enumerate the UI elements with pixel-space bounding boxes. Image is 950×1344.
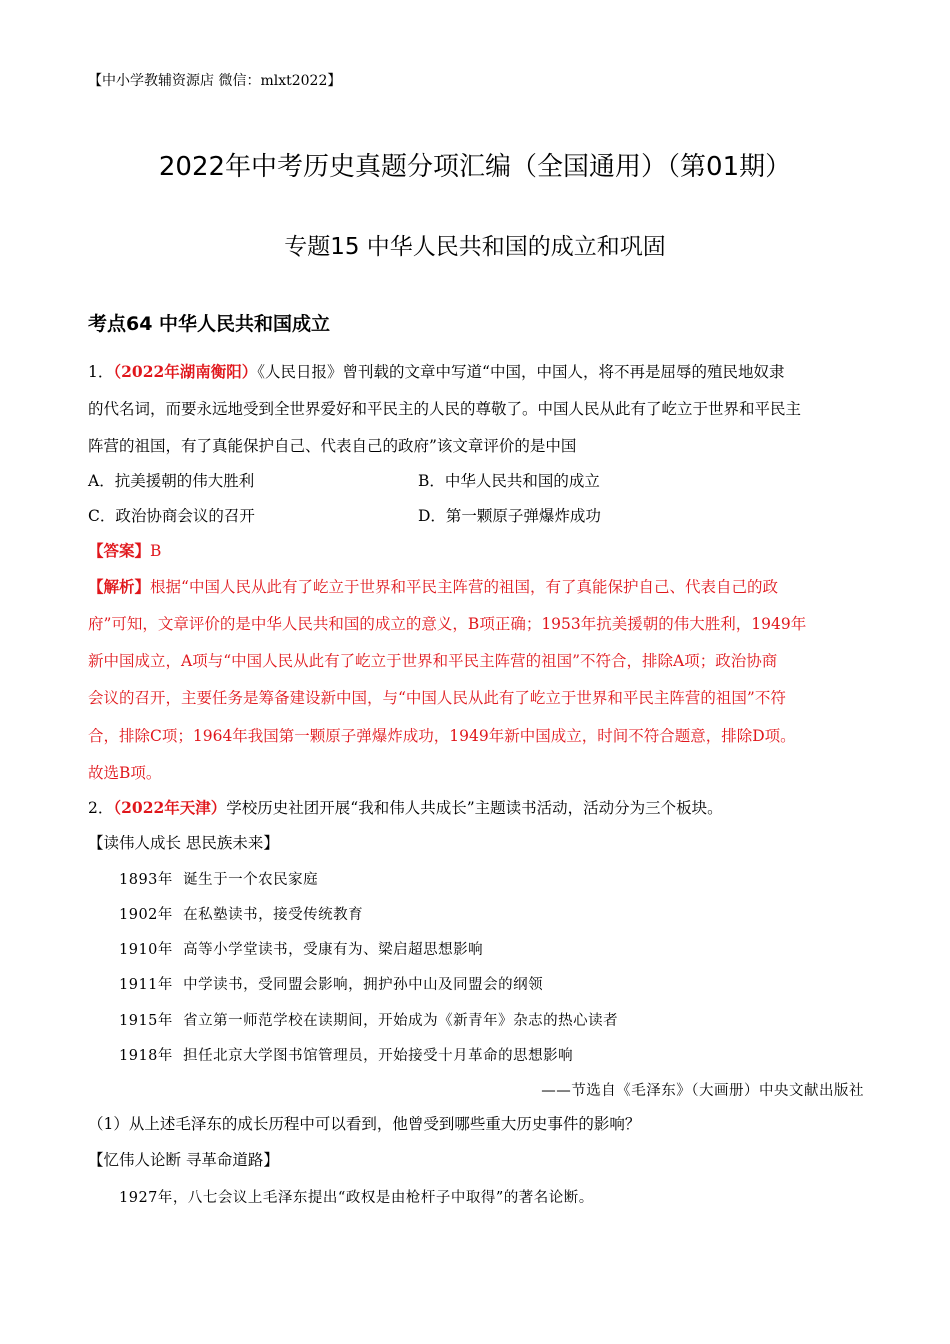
timeline-item — [119, 868, 318, 889]
timeline-item — [119, 1009, 618, 1030]
timeline-item — [119, 938, 483, 959]
q1-option-b: B．中华人民共和国的成立 — [418, 472, 600, 490]
analysis-label: 【解析】 — [88, 577, 151, 596]
topic-subtitle: 专题15 中华人民共和国的成立和巩固 — [284, 234, 666, 260]
q2-stem-text: 学校历史社团开展“我和伟人共成长”主题读书活动，活动分为三个板块。 — [226, 799, 723, 817]
timeline-text: 诞生于一个农民家庭 — [183, 872, 319, 888]
timeline-year: 1902年 — [119, 907, 173, 923]
timeline-year: 1918年 — [119, 1048, 173, 1064]
q2-quote — [119, 1186, 594, 1207]
q2-number: 2． — [88, 799, 114, 817]
q1-analysis-line6: 故选B项。 — [88, 764, 162, 782]
timeline-item — [119, 973, 543, 994]
q1-stem-line1 — [88, 362, 784, 382]
q1-option-c: C．政治协商会议的召开 — [88, 507, 255, 525]
timeline-text: 在私塾读书，接受传统教育 — [183, 907, 364, 923]
q1-number: 1． — [88, 363, 114, 381]
q1-stem-text1: 《人民日报》曾刊载的文章中写道“中国，中国人，将不再是屈辱的殖民地奴隶 — [257, 363, 785, 381]
timeline-text: 高等小学堂读书，受康有为、梁启超思想影响 — [183, 942, 484, 958]
source-note: ——节选自《毛泽东》（大画册）中央文献出版社 — [541, 1083, 864, 1099]
q1-stem-line3: 阵营的祖国，有了真能保护自己、代表自己的政府”该文章评价的是中国 — [88, 437, 577, 455]
answer-value: B — [150, 542, 162, 560]
q1-option-d: D．第一颗原子弹爆炸成功 — [418, 507, 601, 525]
q1-stem-line2: 的代名词，而要永远地受到全世界爱好和平民主的人民的尊敬了。中国人民从此有了屹立于世界和平民主 — [88, 400, 802, 418]
timeline-item — [119, 1044, 573, 1065]
q1-analysis-line5: 合，排除C项；1964年我国第一颗原子弹爆炸成功，1949年新中国成立，时间不符合题意，排除D项。 — [88, 727, 796, 745]
q2-source: （2022年天津） — [113, 798, 227, 817]
q2-section2-heading: 【忆伟人论断 寻革命道路】 — [88, 1151, 279, 1169]
page-title: 2022年中考历史真题分项汇编（全国通用）（第01期） — [158, 152, 792, 182]
document-header: 【中小学教辅资源店 微信：mlxt2022】 — [88, 73, 342, 89]
timeline-year: 1911年 — [119, 977, 173, 993]
timeline-item — [119, 903, 363, 924]
q2-section1-heading: 【读伟人成长 思民族未来】 — [88, 834, 279, 852]
q2-stem — [88, 798, 723, 818]
timeline-year: 1893年 — [119, 872, 173, 888]
q1-option-a: A．抗美援朝的伟大胜利 — [88, 472, 255, 490]
q1-analysis-line4: 会议的召开，主要任务是筹备建设新中国，与“中国人民从此有了屹立于世界和平民主阵营的祖国”不符 — [88, 689, 786, 707]
q1-analysis-line3: 新中国成立，A项与“中国人民从此有了屹立于世界和平民主阵营的祖国”不符合，排除A项；政治协商 — [88, 652, 778, 670]
quote-text: 八七会议上毛泽东提出“政权是由枪杆子中取得”的著名论断。 — [187, 1190, 594, 1206]
answer-label: 【答案】 — [88, 541, 151, 560]
timeline-year: 1910年 — [119, 942, 173, 958]
timeline-year: 1915年 — [119, 1013, 173, 1029]
q1-source: （2022年湖南衡阳） — [113, 362, 258, 381]
timeline-text: 省立第一师范学校在读期间，开始成为《新青年》杂志的热心读者 — [183, 1013, 619, 1029]
analysis-text1: 根据“中国人民从此有了屹立于世界和平民主阵营的祖国，有了真能保护自己、代表自己的政 — [150, 578, 778, 596]
timeline-text: 中学读书，受同盟会影响，拥护孙中山及同盟会的纲领 — [183, 977, 544, 993]
q1-analysis-line1 — [88, 577, 778, 597]
q1-answer — [88, 541, 161, 561]
q1-analysis-line2: 府”可知，文章评价的是中华人民共和国的成立的意义，B项正确；1953年抗美援朝的伟大胜利，1949年 — [88, 615, 807, 633]
exam-point-heading: 考点64 中华人民共和国成立 — [88, 313, 331, 335]
q2-subquestion-1: （1）从上述毛泽东的成长历程中可以看到，他曾受到哪些重大历史事件的影响？ — [88, 1115, 641, 1133]
timeline-text: 担任北京大学图书馆管理员，开始接受十月革命的思想影响 — [183, 1048, 574, 1064]
quote-year: 1927年， — [119, 1190, 188, 1206]
